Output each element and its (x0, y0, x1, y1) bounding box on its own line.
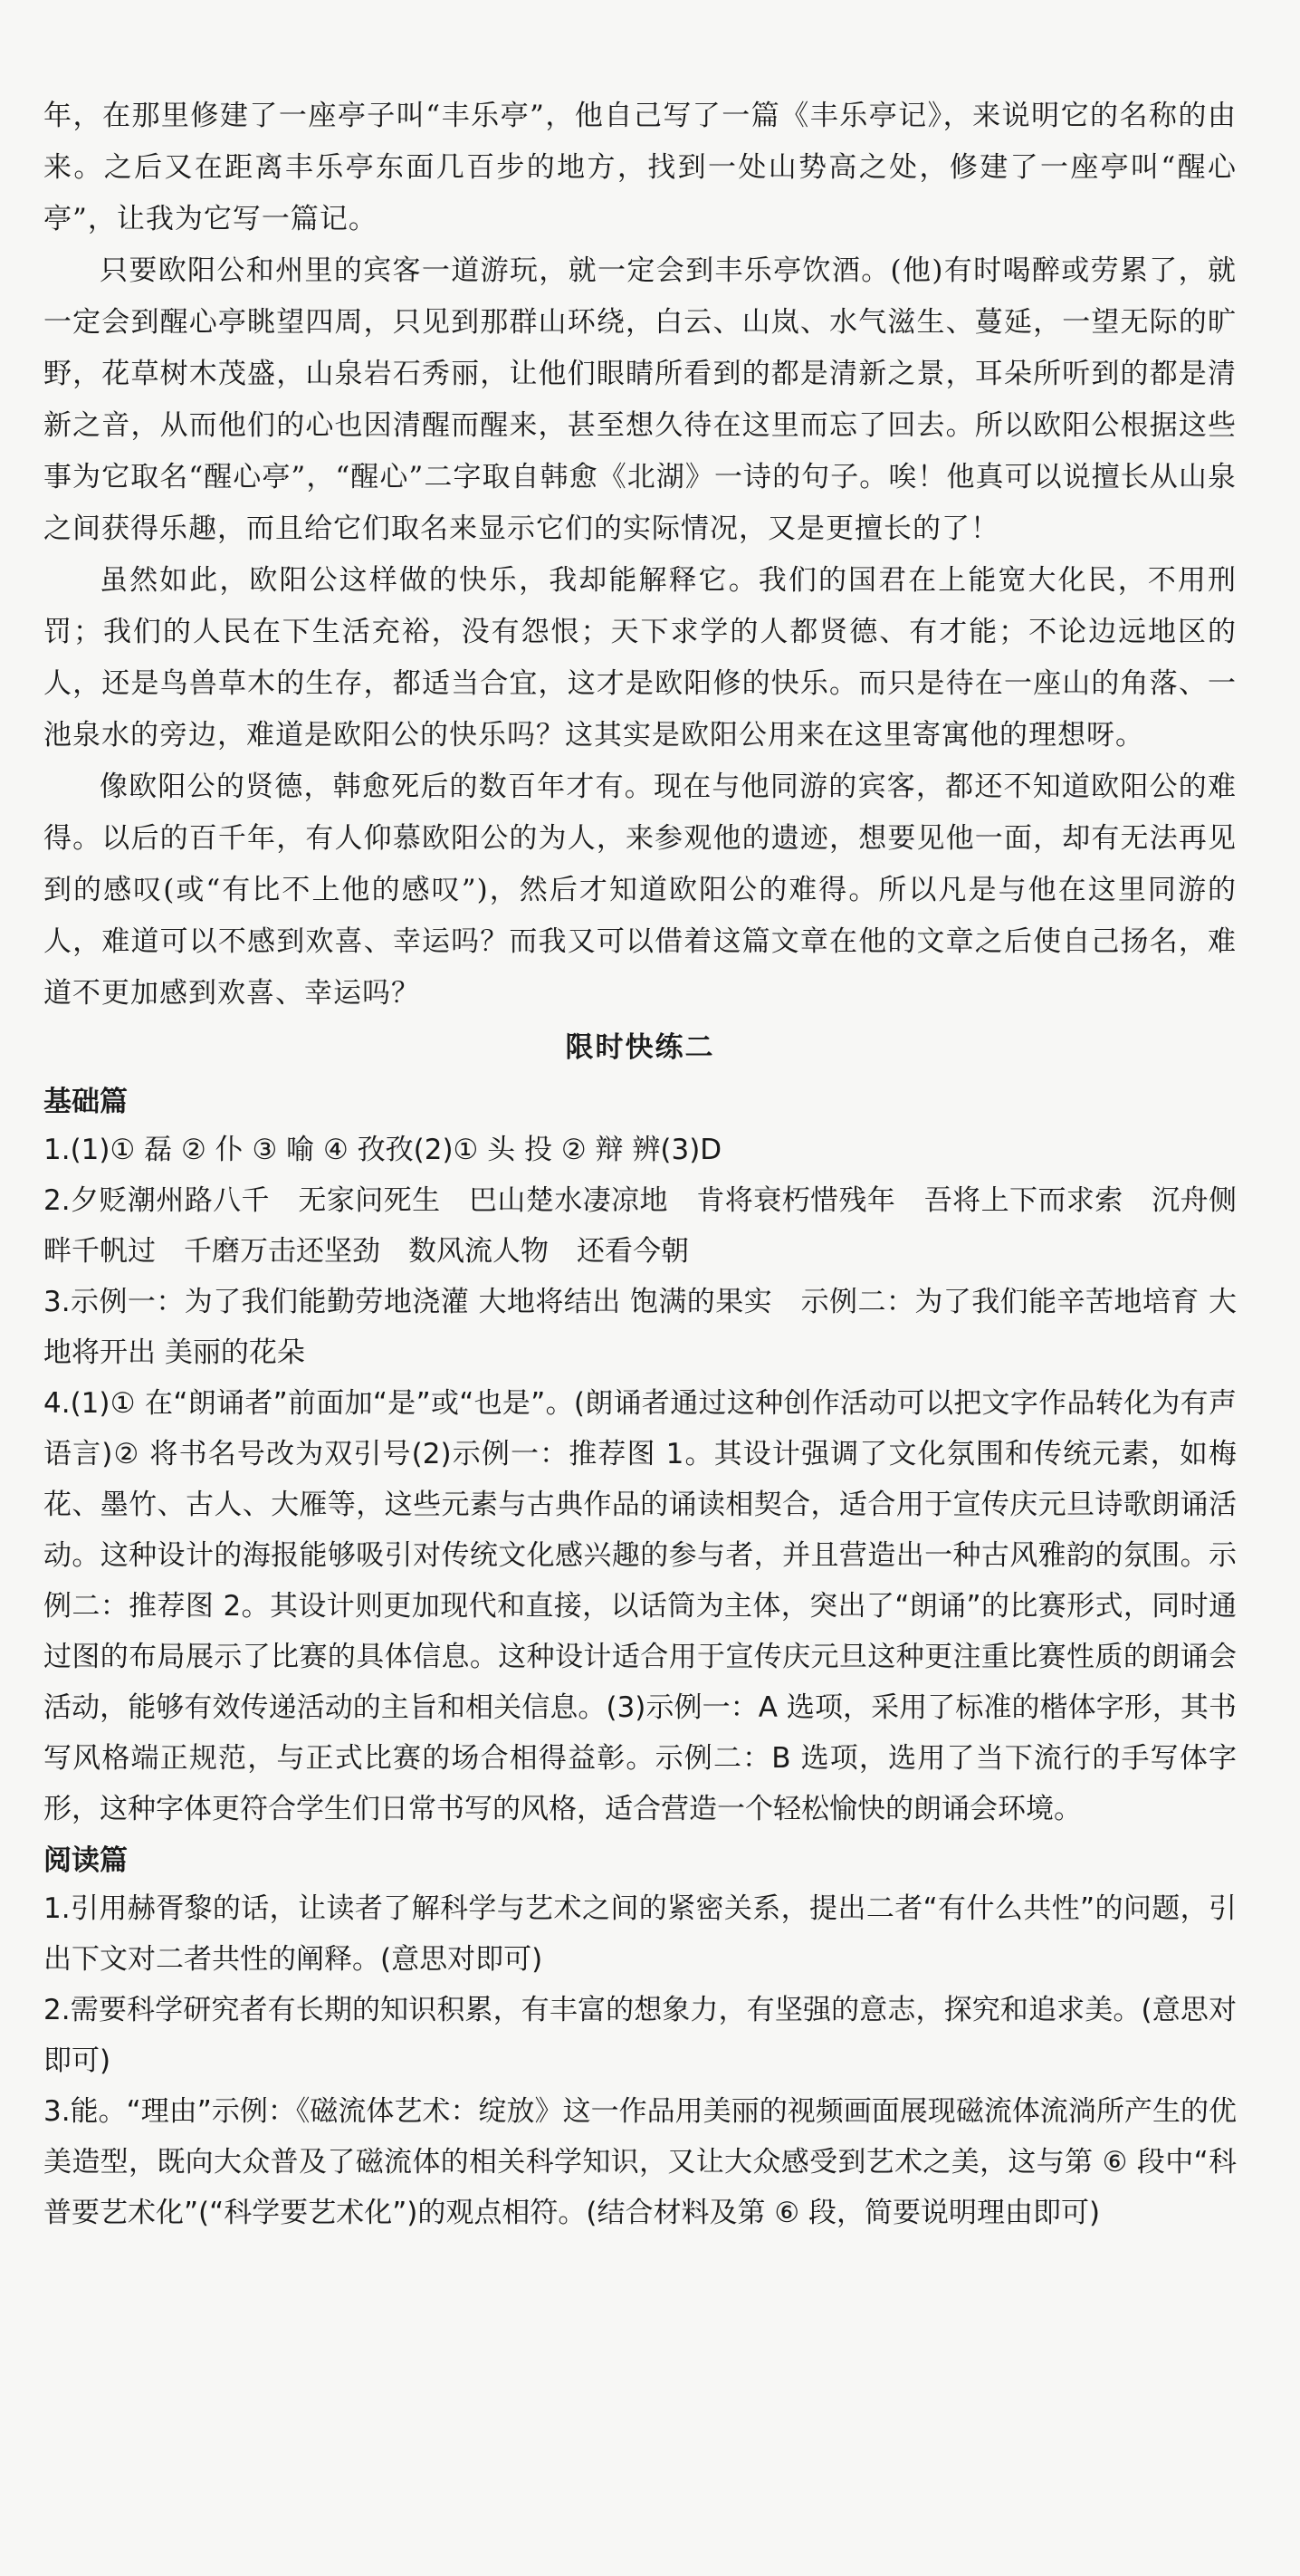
answer-item: 4.(1)① 在“朗诵者”前面加“是”或“也是”。(朗诵者通过这种创作活动可以把文字作品转化为有声语言)② 将书名号改为双引号(2)示例一：推荐图 1。其设计强调了文化氛围和传统元素，如梅花、墨竹、古人、大雁等，这些元素与古典作品的诵读相契合，适合用于宣传庆元旦诗歌朗诵活动。这种设计的海报能够吸引对传统文化感兴趣的参与者，并且营造出一种古风雅韵的氛围。示例二：推荐图 2。其设计则更加现代和直接，以话筒为主体，突出了“朗诵”的比赛形式，同时通过图的布局展示了比赛的具体信息。这种设计适合用于宣传庆元旦这种更注重比赛性质的朗诵会活动，能够有效传递活动的主旨和相关信息。(3)示例一：A 选项，采用了标准的楷体字形，其书写风格端正规范，与正式比赛的场合相得益彰。示例二：B 选项，选用了当下流行的手写体字形，这种字体更符合学生们日常书写的风格，适合营造一个轻松愉快的朗诵会环境。 (43, 1387, 1237, 1825)
answer-item: 1.(1)① 磊 ② 仆 ③ 喻 ④ 孜孜(2)① 头 投 ② 辩 辨(3)D (43, 1134, 722, 1166)
answer-item: 3.示例一：为了我们能勤劳地浇灌 大地将结出 饱满的果实 示例二：为了我们能辛苦地培育 大地将开出 美丽的花朵 (43, 1286, 1237, 1369)
basics-heading: 基础篇 (43, 1086, 128, 1118)
essay-translation (43, 91, 1237, 1020)
essay-paragraph: 像欧阳公的贤德，韩愈死后的数百年才有。现在与他同游的宾客，都还不知道欧阳公的难得。以后的百千年，有人仰慕欧阳公的为人，来参观他的遗迹，想要见他一面，却有无法再见到的感叹(或“有比不上他的感叹”)，然后才知道欧阳公的难得。所以凡是与他在这里同游的人，难道可以不感到欢喜、幸运吗？而我又可以借着这篇文章在他的文章之后使自己扬名，难道不更加感到欢喜、幸运吗？ (43, 771, 1237, 1010)
section-title: 限时快练二 (565, 1031, 715, 1064)
reading-heading: 阅读篇 (43, 1844, 128, 1877)
basics-section (43, 1079, 1237, 1834)
answer-item: 2.夕贬潮州路八千 无家问死生 巴山楚水凄凉地 肯将衰朽惜残年 吾将上下而求索 沉舟侧畔千帆过 千磨万击还坚劲 数风流人物 还看今朝 (43, 1184, 1237, 1268)
answer-item: 3.能。“理由”示例：《磁流体艺术：绽放》这一作品用美丽的视频画面展现磁流体流淌所产生的优美造型，既向大众普及了磁流体的相关科学知识，又让大众感受到艺术之美，这与第 ⑥ 段中“科普要艺术化”(“科学要艺术化”)的观点相符。(结合材料及第 ⑥ 段，简要说明理由即可) (43, 2095, 1237, 2229)
essay-paragraph: 只要欧阳公和州里的宾客一道游玩，就一定会到丰乐亭饮酒。(他)有时喝醉或劳累了，就一定会到醒心亭眺望四周，只见到那群山环绕，白云、山岚、水气滋生、蔓延，一望无际的旷野，花草树木茂盛，山泉岩石秀丽，让他们眼睛所看到的都是清新之景，耳朵所听到的都是清新之音，从而他们的心也因清醒而醒来，甚至想久待在这里而忘了回去。所以欧阳公根据这些事为它取名“醒心亭”，“醒心”二字取自韩愈《北湖》一诗的句子。唉！他真可以说擅长从山泉之间获得乐趣，而且给它们取名来显示它们的实际情况，又是更擅长的了！ (43, 254, 1237, 545)
essay-paragraph: 虽然如此，欧阳公这样做的快乐，我却能解释它。我们的国君在上能宽大化民，不用刑罚；我们的人民在下生活充裕，没有怨恨；天下求学的人都贤德、有才能；不论边远地区的人，还是鸟兽草木的生存，都适当合宜，这才是欧阳修的快乐。而只是待在一座山的角落、一池泉水的旁边，难道是欧阳公的快乐吗？这其实是欧阳公用来在这里寄寓他的理想呀。 (43, 564, 1237, 752)
essay-paragraph: 年，在那里修建了一座亭子叫“丰乐亭”，他自己写了一篇《丰乐亭记》，来说明它的名称的由来。之后又在距离丰乐亭东面几百步的地方，找到一处山势高之处，修建了一座亭叫“醒心亭”，让我为它写一篇记。 (43, 100, 1237, 235)
answer-item: 1.引用赫胥黎的话，让读者了解科学与艺术之间的紧密关系，提出二者“有什么共性”的问题，引出下文对二者共性的阐释。(意思对即可) (43, 1892, 1237, 1976)
reading-section (43, 1838, 1237, 2238)
answer-item: 2.需要科学研究者有长期的知识积累，有丰富的想象力，有坚强的意志，探究和追求美。(意思对即可) (43, 1994, 1237, 2077)
